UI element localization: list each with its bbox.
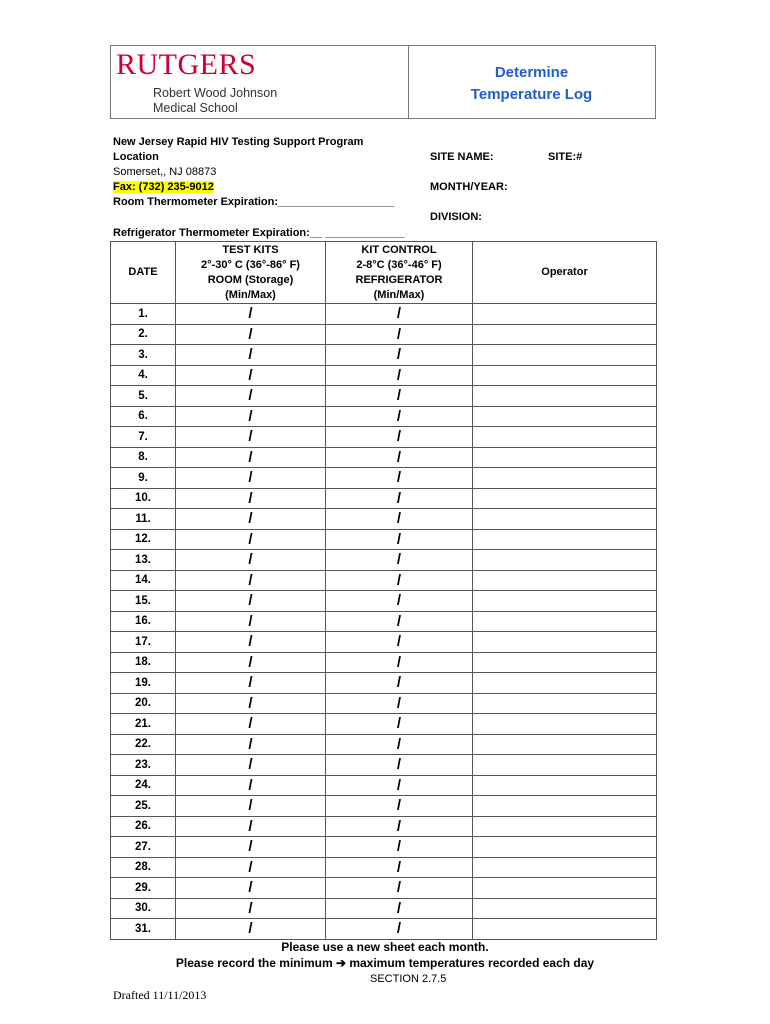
table-row bbox=[111, 898, 657, 919]
table-row bbox=[111, 632, 657, 653]
row-date: 5. bbox=[111, 386, 176, 407]
table-row bbox=[111, 427, 657, 448]
row-date: 27. bbox=[111, 837, 176, 858]
operator-cell[interactable] bbox=[473, 632, 657, 653]
header-operator: Operator bbox=[473, 242, 657, 304]
operator-cell[interactable] bbox=[473, 693, 657, 714]
location-label: Location bbox=[113, 151, 159, 163]
fridge-temp-cell[interactable]: / bbox=[326, 632, 473, 653]
fridge-temp-cell[interactable]: / bbox=[326, 488, 473, 509]
room-temp-cell[interactable]: / bbox=[176, 304, 326, 325]
table-row bbox=[111, 857, 657, 878]
table-row bbox=[111, 693, 657, 714]
header-test-kits-line4: (Min/Max) bbox=[225, 288, 276, 301]
room-temp-cell[interactable]: / bbox=[176, 406, 326, 427]
operator-cell[interactable] bbox=[473, 775, 657, 796]
row-date: 9. bbox=[111, 468, 176, 489]
address: Somerset,, NJ 08873 bbox=[113, 166, 217, 178]
operator-cell[interactable] bbox=[473, 468, 657, 489]
room-thermometer-expiration: Room Thermometer Expiration:___________________ bbox=[113, 196, 395, 208]
header-test-kits-line2: 2°-30° C (36°-86° F) bbox=[201, 258, 300, 271]
operator-cell[interactable] bbox=[473, 550, 657, 571]
room-temp-cell[interactable]: / bbox=[176, 365, 326, 386]
operator-cell[interactable] bbox=[473, 304, 657, 325]
header-divider bbox=[408, 46, 409, 118]
row-date: 25. bbox=[111, 796, 176, 817]
table-row bbox=[111, 837, 657, 858]
header-test-kits bbox=[176, 242, 326, 304]
operator-cell[interactable] bbox=[473, 919, 657, 940]
room-temp-cell[interactable]: / bbox=[176, 816, 326, 837]
fridge-temp-cell[interactable]: / bbox=[326, 755, 473, 776]
row-date: 18. bbox=[111, 652, 176, 673]
room-temp-cell[interactable]: / bbox=[176, 919, 326, 940]
table-row bbox=[111, 652, 657, 673]
table-row bbox=[111, 406, 657, 427]
fridge-temp-cell[interactable]: / bbox=[326, 734, 473, 755]
footer-note-2: Please record the minimum ➔ maximum temperatures recorded each day bbox=[175, 956, 595, 970]
fridge-temp-cell[interactable]: / bbox=[326, 837, 473, 858]
room-temp-cell[interactable]: / bbox=[176, 427, 326, 448]
row-date: 1. bbox=[111, 304, 176, 325]
row-date: 23. bbox=[111, 755, 176, 776]
operator-cell[interactable] bbox=[473, 755, 657, 776]
row-date: 12. bbox=[111, 529, 176, 550]
header-date: DATE bbox=[111, 242, 176, 304]
header-kit-control-line3: REFRIGERATOR bbox=[355, 273, 443, 286]
temperature-log-table bbox=[110, 241, 657, 940]
fridge-temp-cell[interactable]: / bbox=[326, 673, 473, 694]
table-row bbox=[111, 570, 657, 591]
table-row bbox=[111, 673, 657, 694]
room-temp-cell[interactable]: / bbox=[176, 324, 326, 345]
row-date: 13. bbox=[111, 550, 176, 571]
fridge-temp-cell[interactable]: / bbox=[326, 509, 473, 530]
room-temp-cell[interactable]: / bbox=[176, 898, 326, 919]
logo-subtitle-2: Medical School bbox=[153, 101, 238, 115]
fridge-temp-cell[interactable]: / bbox=[326, 898, 473, 919]
month-year-label: MONTH/YEAR: bbox=[430, 181, 508, 193]
header-test-kits-line3: ROOM (Storage) bbox=[207, 273, 294, 286]
document-title-line2: Temperature Log bbox=[470, 86, 593, 103]
row-date: 21. bbox=[111, 714, 176, 735]
fridge-temp-cell[interactable]: / bbox=[326, 919, 473, 940]
row-date: 29. bbox=[111, 878, 176, 899]
row-date: 22. bbox=[111, 734, 176, 755]
table-row bbox=[111, 304, 657, 325]
fridge-temp-cell[interactable]: / bbox=[326, 406, 473, 427]
table-row bbox=[111, 714, 657, 735]
room-temp-cell[interactable]: / bbox=[176, 755, 326, 776]
room-temp-cell[interactable]: / bbox=[176, 837, 326, 858]
operator-cell[interactable] bbox=[473, 611, 657, 632]
operator-cell[interactable] bbox=[473, 816, 657, 837]
room-temp-cell[interactable]: / bbox=[176, 529, 326, 550]
fridge-temp-cell[interactable]: / bbox=[326, 816, 473, 837]
fridge-temp-cell[interactable]: / bbox=[326, 324, 473, 345]
fridge-temp-cell[interactable]: / bbox=[326, 447, 473, 468]
rutgers-logo: RUTGERS bbox=[116, 48, 257, 81]
header-box bbox=[110, 45, 656, 119]
operator-cell[interactable] bbox=[473, 406, 657, 427]
row-date: 24. bbox=[111, 775, 176, 796]
fridge-temp-cell[interactable]: / bbox=[326, 386, 473, 407]
room-temp-cell[interactable]: / bbox=[176, 734, 326, 755]
section-number: SECTION 2.7.5 bbox=[370, 973, 447, 985]
table-body bbox=[111, 304, 657, 940]
operator-cell[interactable] bbox=[473, 529, 657, 550]
operator-cell[interactable] bbox=[473, 898, 657, 919]
row-date: 28. bbox=[111, 857, 176, 878]
room-temp-cell[interactable]: / bbox=[176, 509, 326, 530]
fridge-temp-cell[interactable]: / bbox=[326, 652, 473, 673]
operator-cell[interactable] bbox=[473, 673, 657, 694]
row-date: 26. bbox=[111, 816, 176, 837]
table-row bbox=[111, 447, 657, 468]
row-date: 30. bbox=[111, 898, 176, 919]
fridge-temp-cell[interactable]: / bbox=[326, 570, 473, 591]
row-date: 10. bbox=[111, 488, 176, 509]
operator-cell[interactable] bbox=[473, 734, 657, 755]
table-row bbox=[111, 488, 657, 509]
table-row bbox=[111, 509, 657, 530]
row-date: 6. bbox=[111, 406, 176, 427]
row-date: 4. bbox=[111, 365, 176, 386]
table-row bbox=[111, 796, 657, 817]
table-row bbox=[111, 550, 657, 571]
table-row bbox=[111, 591, 657, 612]
table-row bbox=[111, 386, 657, 407]
room-temp-cell[interactable]: / bbox=[176, 632, 326, 653]
row-date: 11. bbox=[111, 509, 176, 530]
room-temp-cell[interactable]: / bbox=[176, 550, 326, 571]
table-row bbox=[111, 919, 657, 940]
site-name-label: SITE NAME: bbox=[430, 151, 494, 163]
room-temp-cell[interactable]: / bbox=[176, 775, 326, 796]
table-row bbox=[111, 611, 657, 632]
room-temp-cell[interactable]: / bbox=[176, 570, 326, 591]
program-name: New Jersey Rapid HIV Testing Support Program bbox=[113, 136, 364, 148]
room-temp-cell[interactable]: / bbox=[176, 468, 326, 489]
header-kit-control-line1: KIT CONTROL bbox=[361, 243, 437, 256]
operator-cell[interactable] bbox=[473, 427, 657, 448]
operator-cell[interactable] bbox=[473, 714, 657, 735]
table-row bbox=[111, 775, 657, 796]
operator-cell[interactable] bbox=[473, 837, 657, 858]
fridge-temp-cell[interactable]: / bbox=[326, 857, 473, 878]
fridge-temp-cell[interactable]: / bbox=[326, 304, 473, 325]
header-kit-control-line4: (Min/Max) bbox=[373, 288, 425, 301]
header-kit-control-line2: 2-8°C (36°-46° F) bbox=[356, 258, 442, 271]
row-date: 31. bbox=[111, 919, 176, 940]
fridge-temp-cell[interactable]: / bbox=[326, 611, 473, 632]
footer-note-1: Please use a new sheet each month. bbox=[281, 940, 489, 954]
header-kit-control bbox=[326, 242, 473, 304]
table-row bbox=[111, 878, 657, 899]
operator-cell[interactable] bbox=[473, 509, 657, 530]
operator-cell[interactable] bbox=[473, 652, 657, 673]
row-date: 16. bbox=[111, 611, 176, 632]
room-temp-cell[interactable]: / bbox=[176, 693, 326, 714]
room-temp-cell[interactable]: / bbox=[176, 488, 326, 509]
operator-cell[interactable] bbox=[473, 345, 657, 366]
row-date: 14. bbox=[111, 570, 176, 591]
fridge-temp-cell[interactable]: / bbox=[326, 714, 473, 735]
operator-cell[interactable] bbox=[473, 447, 657, 468]
header-test-kits-line1: TEST KITS bbox=[222, 243, 279, 256]
room-temp-cell[interactable]: / bbox=[176, 611, 326, 632]
room-temp-cell[interactable]: / bbox=[176, 673, 326, 694]
operator-cell[interactable] bbox=[473, 591, 657, 612]
room-temp-cell[interactable]: / bbox=[176, 857, 326, 878]
table-row bbox=[111, 324, 657, 345]
operator-cell[interactable] bbox=[473, 857, 657, 878]
operator-cell[interactable] bbox=[473, 796, 657, 817]
fax-text: Fax: (732) 235-9012 bbox=[113, 181, 214, 193]
fax bbox=[113, 181, 214, 193]
operator-cell[interactable] bbox=[473, 324, 657, 345]
table-row bbox=[111, 529, 657, 550]
table-row bbox=[111, 345, 657, 366]
fridge-temp-cell[interactable]: / bbox=[326, 591, 473, 612]
fridge-temp-cell[interactable]: / bbox=[326, 878, 473, 899]
table-row bbox=[111, 755, 657, 776]
row-date: 15. bbox=[111, 591, 176, 612]
document-title-line1: Determine bbox=[494, 64, 569, 81]
fridge-temp-cell[interactable]: / bbox=[326, 550, 473, 571]
table-row bbox=[111, 816, 657, 837]
operator-cell[interactable] bbox=[473, 488, 657, 509]
row-date: 17. bbox=[111, 632, 176, 653]
room-temp-cell[interactable]: / bbox=[176, 386, 326, 407]
fridge-temp-cell[interactable]: / bbox=[326, 468, 473, 489]
table-row bbox=[111, 734, 657, 755]
operator-cell[interactable] bbox=[473, 365, 657, 386]
drafted-date: Drafted 11/11/2013 bbox=[113, 988, 207, 1002]
row-date: 20. bbox=[111, 693, 176, 714]
fridge-temp-cell[interactable]: / bbox=[326, 345, 473, 366]
fridge-temp-cell[interactable]: / bbox=[326, 796, 473, 817]
row-date: 2. bbox=[111, 324, 176, 345]
row-date: 3. bbox=[111, 345, 176, 366]
room-temp-cell[interactable]: / bbox=[176, 447, 326, 468]
table-row bbox=[111, 468, 657, 489]
room-temp-cell[interactable]: / bbox=[176, 714, 326, 735]
row-date: 8. bbox=[111, 447, 176, 468]
site-number-label: SITE:# bbox=[548, 151, 583, 163]
fridge-temp-cell[interactable]: / bbox=[326, 693, 473, 714]
fridge-temp-cell[interactable]: / bbox=[326, 427, 473, 448]
operator-cell[interactable] bbox=[473, 878, 657, 899]
division-label: DIVISION: bbox=[430, 211, 482, 223]
room-temp-cell[interactable]: / bbox=[176, 345, 326, 366]
room-temp-cell[interactable]: / bbox=[176, 878, 326, 899]
table-row bbox=[111, 365, 657, 386]
logo-subtitle-1: Robert Wood Johnson bbox=[153, 86, 278, 100]
room-temp-cell[interactable]: / bbox=[176, 591, 326, 612]
fridge-temp-cell[interactable]: / bbox=[326, 529, 473, 550]
operator-cell[interactable] bbox=[473, 386, 657, 407]
refrigerator-thermometer-expiration: Refrigerator Thermometer Expiration:__ _____________ bbox=[113, 227, 405, 239]
operator-cell[interactable] bbox=[473, 570, 657, 591]
room-temp-cell[interactable]: / bbox=[176, 796, 326, 817]
room-temp-cell[interactable]: / bbox=[176, 652, 326, 673]
fridge-temp-cell[interactable]: / bbox=[326, 365, 473, 386]
row-date: 7. bbox=[111, 427, 176, 448]
row-date: 19. bbox=[111, 673, 176, 694]
fridge-temp-cell[interactable]: / bbox=[326, 775, 473, 796]
